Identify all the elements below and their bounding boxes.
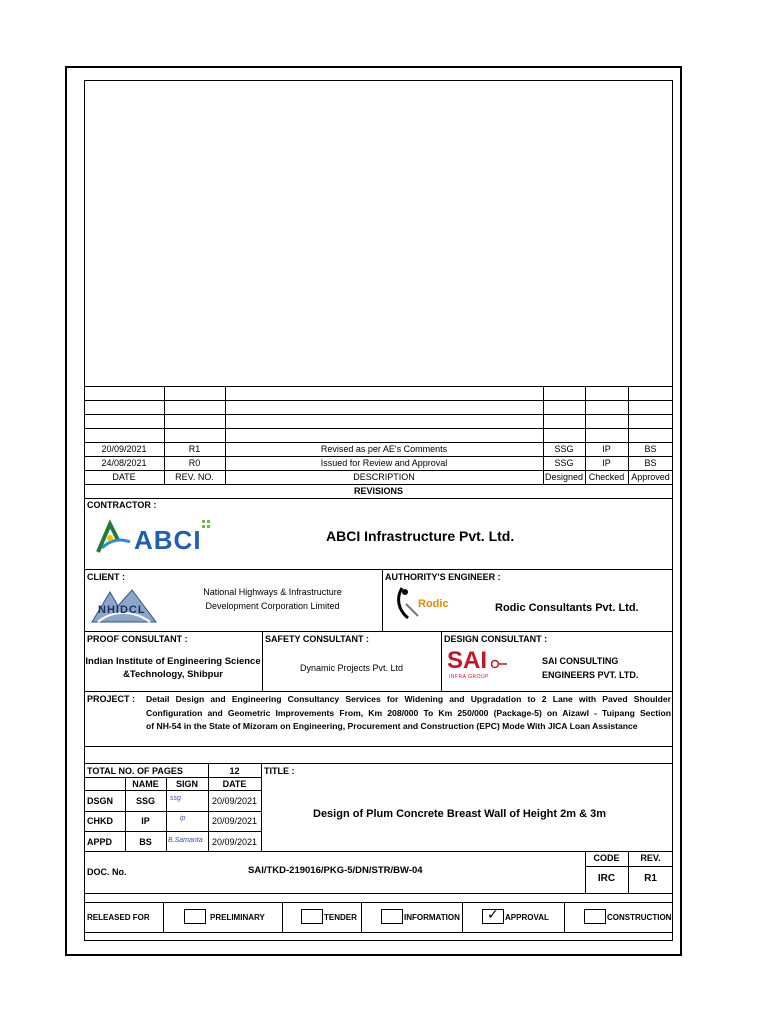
rev-header-rev: REV. NO. <box>175 472 214 482</box>
sign-date: 20/09/2021 <box>211 837 258 847</box>
rev-header-checked: Checked <box>588 472 625 482</box>
proof-consultant-line2: &Technology, Shibpur <box>123 669 223 680</box>
rev-checked: IP <box>602 444 611 454</box>
authority-name: Rodic Consultants Pvt. Ltd. <box>495 602 639 614</box>
project-line3: of NH-54 in the State of Mizoram on Engineering, Procurement and Construction (EPC) Mode With JICA Loan Assistance <box>146 721 638 731</box>
role-appd: APPD <box>87 837 113 847</box>
released-for-label: RELEASED FOR <box>87 913 150 922</box>
signature: B.Samanta <box>168 837 203 844</box>
client-name-line2: Development Corporation Limited <box>205 601 340 611</box>
rev-designed: SSG <box>554 458 574 468</box>
rev-date: 24/08/2021 <box>101 458 147 468</box>
signature: ssg <box>170 795 181 802</box>
checkbox-construction[interactable] <box>584 909 606 924</box>
signer-name: SSG <box>135 796 155 806</box>
client-name-line1: National Highways & Infrastructure <box>203 587 342 597</box>
client-label: CLIENT : <box>87 572 125 582</box>
checkbox-information[interactable] <box>381 909 403 924</box>
doc-number-label: DOC. No. <box>87 867 127 877</box>
sign-header-name: NAME <box>132 779 159 789</box>
project-line1: Detail Design and Engineering Consultancy Services for Widening and Upgradation to 2 Lane with Paved Shoulder <box>146 694 671 704</box>
signer-name: IP <box>141 816 150 826</box>
checkmark-icon: ✓ <box>487 907 499 923</box>
authority-label: AUTHORITY'S ENGINEER : <box>385 572 501 582</box>
abci-logo-text: ABCI <box>134 525 202 555</box>
title-label: TITLE : <box>264 766 295 776</box>
rev-header-date: DATE <box>112 472 136 482</box>
abci-logo <box>96 518 216 558</box>
doc-number: SAI/TKD-219016/PKG-5/DN/STR/BW-04 <box>248 865 423 876</box>
rev-number: R0 <box>188 458 201 468</box>
checkbox-tender[interactable] <box>301 909 323 924</box>
safety-consultant-name: Dynamic Projects Pvt. Ltd <box>299 663 404 673</box>
rev-checked: IP <box>602 458 611 468</box>
sign-date: 20/09/2021 <box>211 796 258 806</box>
checkbox-preliminary[interactable] <box>184 909 206 924</box>
rev-designed: SSG <box>554 444 574 454</box>
rev-value: R1 <box>644 873 657 884</box>
rev-header-desc: DESCRIPTION <box>353 472 415 482</box>
design-consultant-line2: ENGINEERS PVT. LTD. <box>542 670 639 680</box>
design-consultant-line1: SAI CONSULTING <box>542 656 619 666</box>
safety-consultant-label: SAFETY CONSULTANT : <box>265 634 369 644</box>
project-label: PROJECT : <box>87 694 136 704</box>
signature: ip <box>180 815 186 822</box>
nhidcl-logo <box>88 584 160 626</box>
rev-label: REV. <box>640 853 661 863</box>
sai-logo-subtext: INFRA GROUP <box>449 674 489 680</box>
rodic-logo <box>396 586 466 620</box>
sign-date: 20/09/2021 <box>211 816 258 826</box>
signer-name: BS <box>139 837 152 847</box>
option-preliminary: PRELIMINARY <box>210 913 265 922</box>
code-label: CODE <box>593 853 620 863</box>
contractor-name: ABCI Infrastructure Pvt. Ltd. <box>326 528 515 544</box>
option-tender: TENDER <box>324 913 357 922</box>
revisions-title: REVISIONS <box>353 486 403 496</box>
total-pages-value: 12 <box>229 766 240 776</box>
rev-header-approved: Approved <box>631 472 670 482</box>
design-consultant-label: DESIGN CONSULTANT : <box>444 634 548 644</box>
role-dsgn: DSGN <box>87 796 114 806</box>
document-title: Design of Plum Concrete Breast Wall of Height 2m & 3m <box>313 808 606 820</box>
nhidcl-logo-text: NHIDCL <box>98 604 146 616</box>
sai-logo-text: SAI <box>447 647 488 674</box>
role-chkd: CHKD <box>87 816 113 826</box>
rev-approved: BS <box>644 458 657 468</box>
option-information: INFORMATION <box>404 913 460 922</box>
contractor-label: CONTRACTOR : <box>87 500 157 510</box>
total-pages-label: TOTAL NO. OF PAGES <box>87 766 183 776</box>
proof-consultant-line1: Indian Institute of Engineering Science <box>85 656 261 667</box>
rev-description: Issued for Review and Approval <box>320 458 448 468</box>
rev-approved: BS <box>644 444 657 454</box>
proof-consultant-label: PROOF CONSULTANT : <box>87 634 188 644</box>
option-approval: APPROVAL <box>505 913 549 922</box>
code-value: IRC <box>597 873 616 884</box>
rev-date: 20/09/2021 <box>101 444 147 454</box>
rev-number: R1 <box>188 444 201 454</box>
rodic-logo-text: Rodic <box>418 598 449 610</box>
rev-header-designed: Designed <box>544 472 584 482</box>
sai-logo <box>447 649 507 683</box>
sign-header-sign: SIGN <box>175 779 198 789</box>
rev-description: Revised as per AE's Comments <box>320 444 448 454</box>
project-line2: Configuration and Geometric Improvements From, Km 208/000 To Km 250/000 (Package-5) on Aizawl - Tuipang Section <box>146 708 671 718</box>
sign-header-date: DATE <box>222 779 247 789</box>
checkbox-approval[interactable] <box>482 909 504 924</box>
option-construction: CONSTRUCTION <box>607 913 672 922</box>
